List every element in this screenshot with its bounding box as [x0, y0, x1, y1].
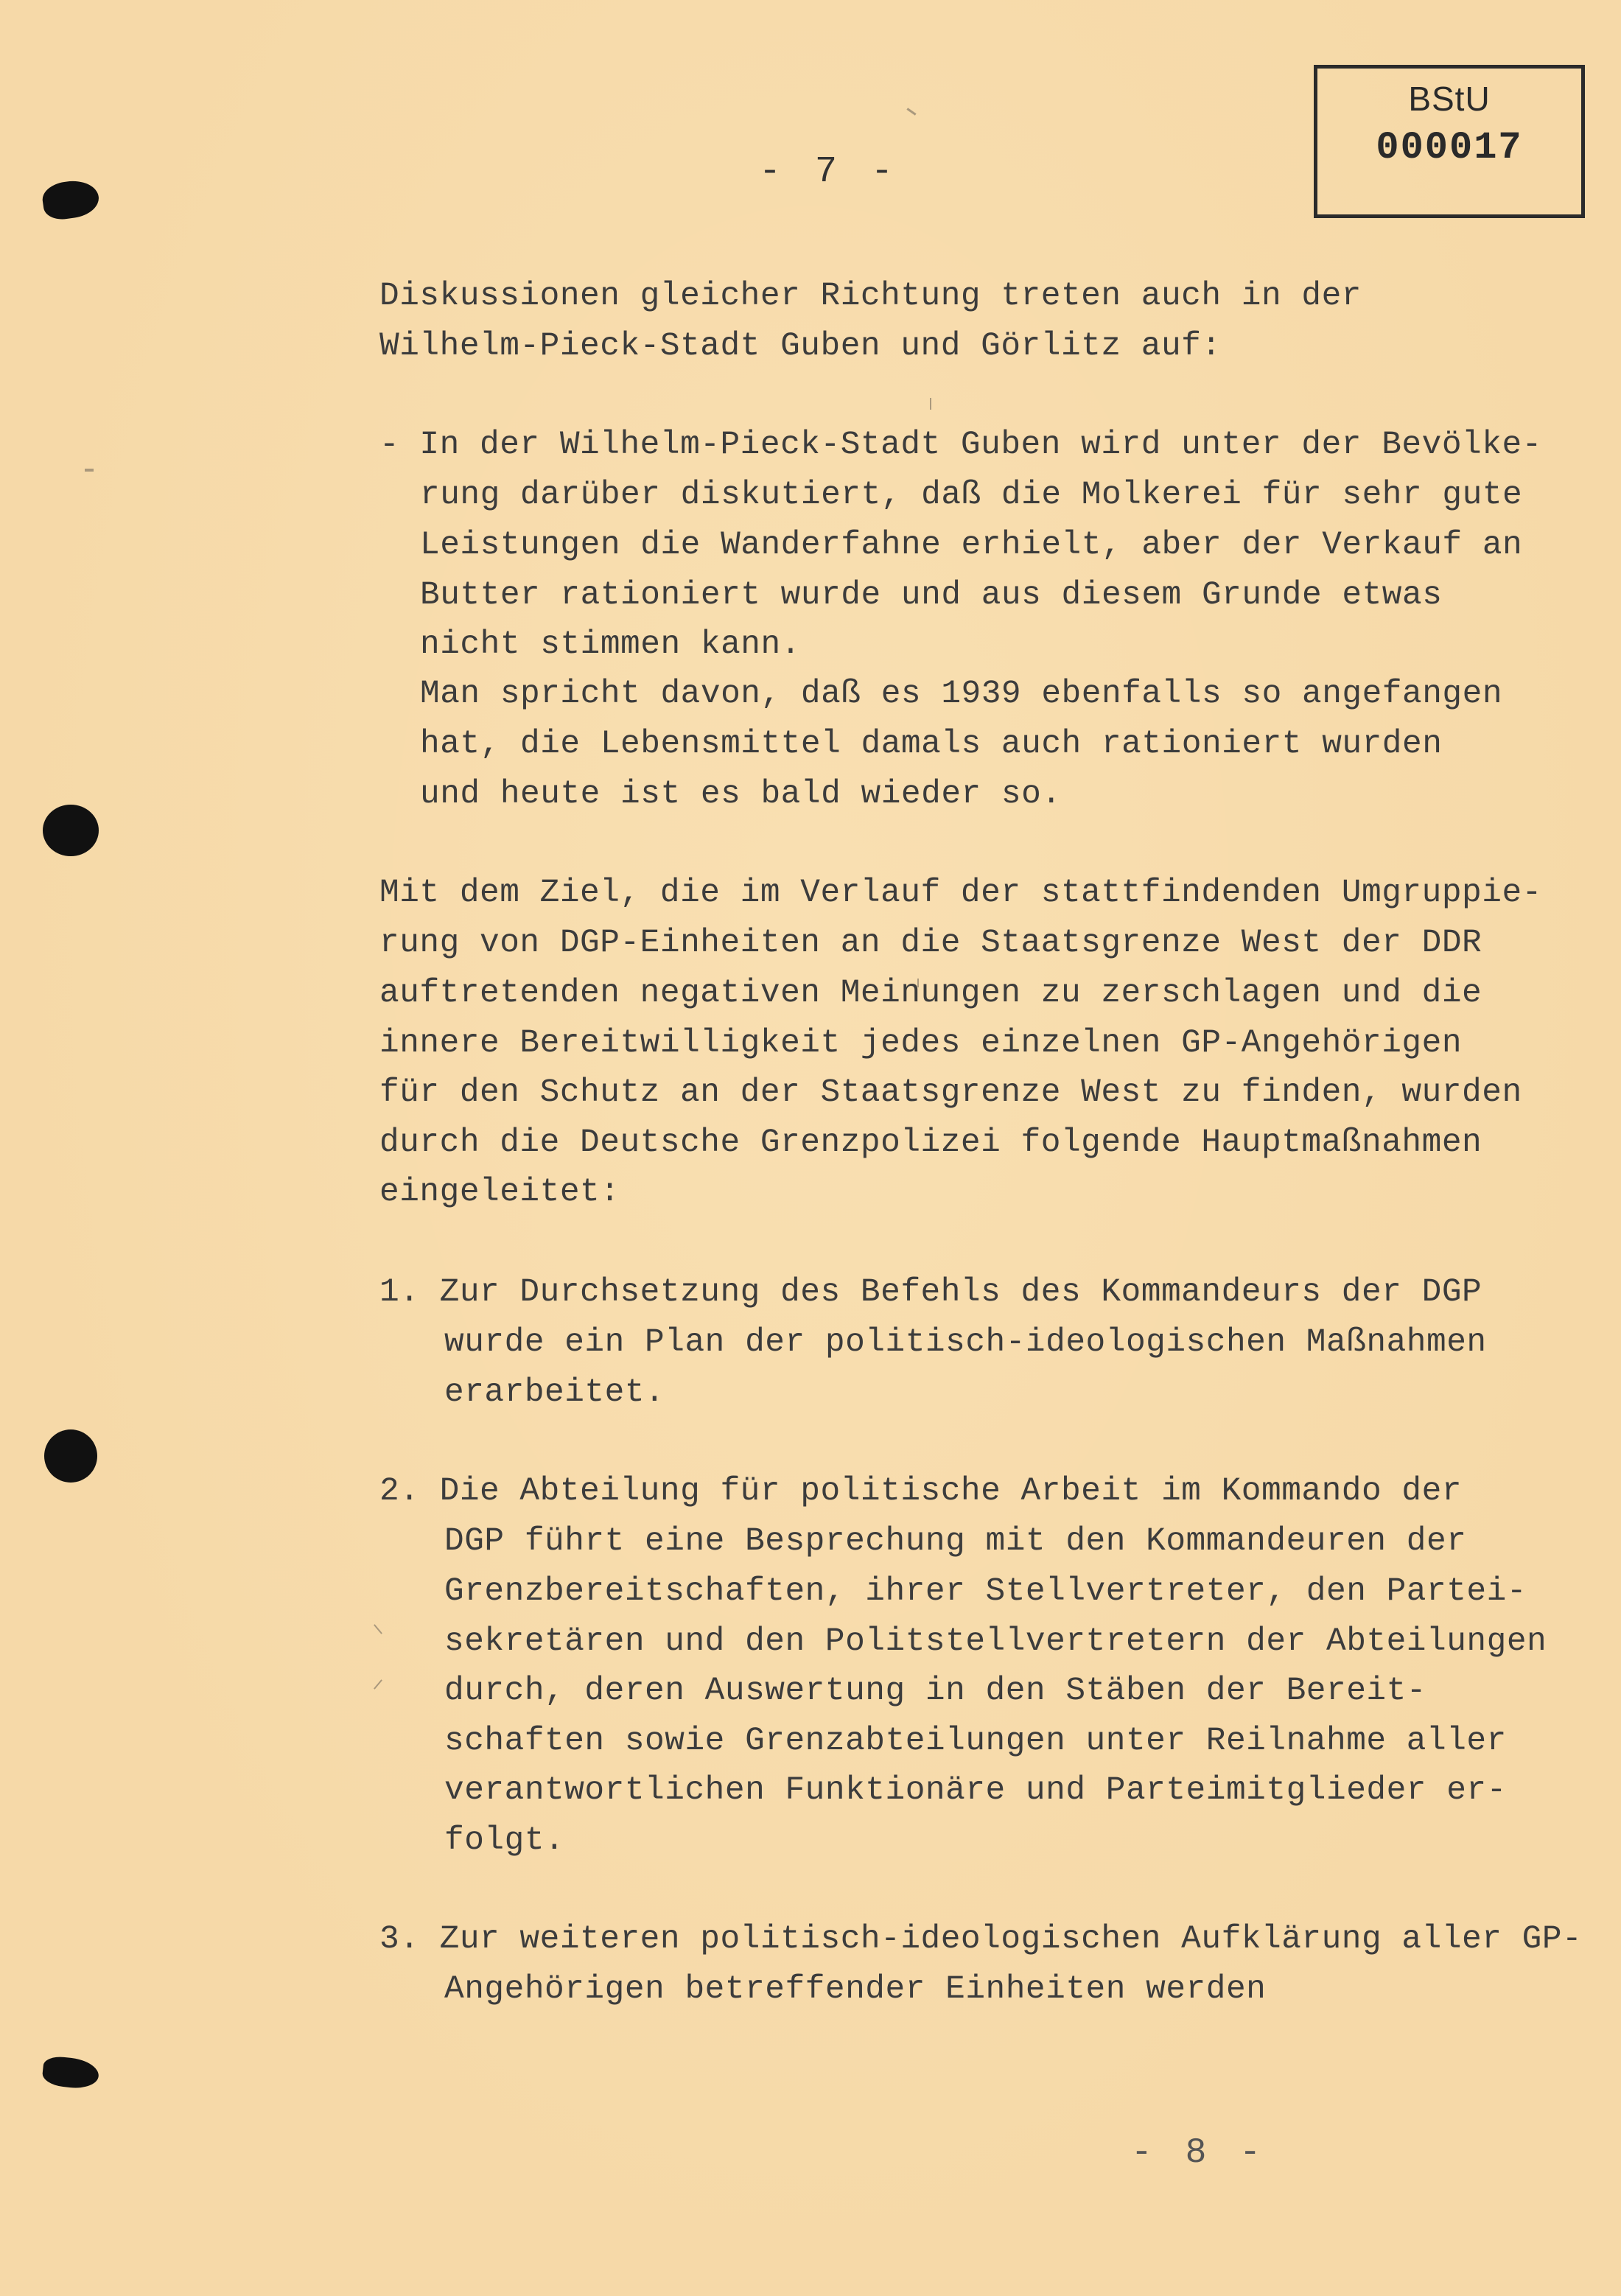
- paragraph-line: eingeleitet:: [379, 1174, 620, 1211]
- bullet-line: Butter rationiert wurde und aus diesem Grunde etwas: [420, 577, 1443, 614]
- list-item-line: 3. Zur weiteren politisch-ideologischen Aufklärung aller GP-: [379, 1921, 1583, 1958]
- bullet-line: hat, die Lebensmittel damals auch rationiert wurden: [420, 726, 1443, 763]
- bullet-line: Man spricht davon, daß es 1939 ebenfalls so angefangen: [420, 676, 1503, 713]
- punch-hole-upper: [43, 805, 99, 856]
- archive-stamp: [1314, 65, 1585, 218]
- bullet-line: rung darüber diskutiert, daß die Molkerei für sehr gute: [420, 477, 1523, 514]
- punch-hole-bottom: [41, 2055, 100, 2090]
- list-item-line: 1. Zur Durchsetzung des Befehls des Kommandeurs der DGP: [379, 1274, 1482, 1311]
- paper-speck: [374, 1679, 382, 1690]
- punch-hole-top: [41, 178, 101, 222]
- bullet-line: und heute ist es bald wieder so.: [420, 776, 1062, 813]
- intro-line: Diskussionen gleicher Richtung treten auch in der: [379, 278, 1362, 315]
- list-item-line: folgt.: [444, 1822, 565, 1859]
- bullet-line: - In der Wilhelm-Pieck-Stadt Guben wird unter der Bevölke-: [379, 427, 1542, 463]
- list-item-line: wurde ein Plan der politisch-ideologischen Maßnahmen: [444, 1324, 1487, 1361]
- list-item-line: sekretären und den Politstellvertretern der Abteilungen: [444, 1623, 1547, 1660]
- intro-line: Wilhelm-Pieck-Stadt Guben und Görlitz auf:: [379, 328, 1222, 365]
- paragraph-line: rung von DGP-Einheiten an die Staatsgrenze West der DDR: [379, 925, 1482, 962]
- stamp-number: 000017: [1376, 126, 1523, 169]
- list-item-line: 2. Die Abteilung für politische Arbeit im Kommando der: [379, 1473, 1463, 1510]
- bullet-line: Leistungen die Wanderfahne erhielt, aber der Verkauf an: [420, 527, 1523, 564]
- paper-speck: [374, 1624, 382, 1634]
- paragraph-line: innere Bereitwilligkeit jedes einzelnen GP-Angehörigen: [379, 1025, 1463, 1062]
- list-item-line: Grenzbereitschaften, ihrer Stellvertreter, den Partei-: [444, 1573, 1527, 1610]
- page-number: - 7 -: [759, 151, 900, 193]
- paragraph-line: Mit dem Ziel, die im Verlauf der stattfindenden Umgruppie-: [379, 875, 1542, 911]
- list-item-line: verantwortlichen Funktionäre und Parteimitglieder er-: [444, 1772, 1507, 1809]
- next-page-marker: - 8 -: [1131, 2133, 1267, 2173]
- list-item-line: Angehörigen betreffender Einheiten werden: [444, 1971, 1267, 2008]
- paragraph-line: auftretenden negativen Meinungen zu zerschlagen und die: [379, 975, 1482, 1012]
- paper-speck: [906, 108, 916, 115]
- list-item-line: schaften sowie Grenzabteilungen unter Reilnahme aller: [444, 1723, 1507, 1760]
- paper-speck: [85, 469, 94, 472]
- punch-hole-lower: [44, 1429, 97, 1483]
- list-item-line: erarbeitet.: [444, 1374, 665, 1411]
- list-item-line: durch, deren Auswertung in den Stäben der Bereit-: [444, 1673, 1427, 1709]
- paragraph-line: durch die Deutsche Grenzpolizei folgende Hauptmaßnahmen: [379, 1124, 1482, 1161]
- stamp-agency: BStU: [1408, 80, 1491, 118]
- paragraph-line: für den Schutz an der Staatsgrenze West zu finden, wurden: [379, 1074, 1522, 1111]
- list-item-line: DGP führt eine Besprechung mit den Kommandeuren der: [444, 1523, 1467, 1560]
- bullet-line: nicht stimmen kann.: [420, 626, 801, 663]
- paper-speck: [930, 398, 931, 410]
